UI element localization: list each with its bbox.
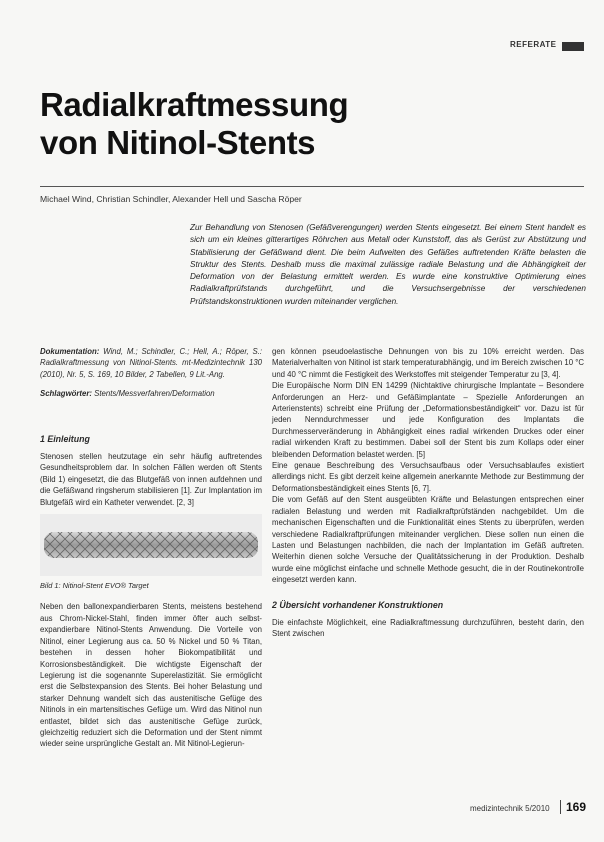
right-paragraph-2: Die Europäische Norm DIN EN 14299 (Nichtaktive chirurgische Implantate – Besondere Anforderungen an Herz- und Gefäßimplantate – Spezielle Anforderungen an Arterienstents) schreibt eine Prüfung der „Deformationsbeständigkeit“ vor. Dazu ist für jeden Nenndurchmesser und jede Konfiguration des Implantats die Durchmesserveränderung in Abhängigkeit eines radial wirkenden Druckes oder einer radial wirkenden Kraft zu bestimmen. Dabei soll der Stent bis zum Kollaps oder einer bleibenden Deformation belastet werden. [5] [272,381,584,459]
right-column [272,346,584,640]
stent-figure [40,514,262,576]
footer-separator [560,800,561,814]
nitinol-paragraph: Neben den ballonexpandierbaren Stents, meistens bestehend aus Chrom-Nickel-Stahl, finden immer öfter auch selbst-expandierbare Nitinol-Stents Anwendung. Die Vorteile von Nitinol, einer Legierung aus ca. 50 % Nickel und 50 % Titan, bestehen in dessen hoher Biokompatibilität und Korrosionsbeständigkeit. Die wichtigste Eigenschaft der Legierung ist die sogenannte Superelastizität. Sie ermöglicht erst die Selbstexpansion des Stents. Bei hoher Belastung und starker Dehnung wandelt sich das austenitische Gefüge des Nitinols in ein martensitisches Gefüge um. Wird das Nitinol nun entlastet, bildet sich das austenitische Gefüge zurück, gleichzeitig reduziert sich die Deformation und der Stent nimmt wieder seine ursprüngliche Gestalt an. Mit Nitinol-Legierun- [40,602,262,749]
header-tag: REFERATE [510,40,557,49]
page-number: 169 [566,800,587,814]
left-column [40,346,262,750]
abstract: Zur Behandlung von Stenosen (Gefäßverengungen) werden Stents eingesetzt. Bei einem Stent handelt es sich um ein kleines gitterartiges Röhrchen aus Metall oder Kunststoff, das als Gerüst zur Abstützung und Stabilisierung der Gefäßwand dient. Die beim Aufweiten des Gefäßes auftretenden Kräfte belasten die Struktur des Stents. Deshalb muss die maximal zulässige radiale Belastung und die Abhängigkeit der Deformation von der Belastung ermittelt werden. Es wurde eine konstruktive Optimierung eines Radialkraftprüfstands durchgeführt, und die Versuchsergebnisse der verschiedenen Prüfstandskonstruktionen wurden miteinander verglichen. [190,223,586,306]
citation-text: Wind, M.; Schindler, C.; Hell, A.; Röper, S.: Radialkraftmessung von Nitinol-Stents. mt-Medizintechnik 130 (2010), Nr. 5, S. 169, 10 Bilder, 2 Tabellen, 9 Lit.-Ang. [40,347,263,379]
section-heading-2: 2 Übersicht vorhandener Konstruktionen [272,599,444,610]
keywords-text: Stents/Messverfahren/Deformation [94,389,215,399]
header-bar [562,42,584,51]
keywords-label: Schlagwörter: [40,389,92,399]
right-paragraph-3: Eine genaue Beschreibung des Versuchsaufbaus oder Versuchsablaufes existiert allerdings nicht. Es gibt derzeit keine allgemein anerkannte Methode zur Bestimmung der Deformationsbeständigkeit eines Stents [6, 7]. [272,461,584,493]
right-paragraph-5: Die einfachste Möglichkeit, eine Radialkraftmessung durchzuführen, besteht darin, den Stent zwischen [272,617,584,639]
authors: Michael Wind, Christian Schindler, Alexander Hell und Sascha Röper [40,194,302,204]
footer-journal: medizintechnik 5/2010 [470,804,550,813]
figure-caption: Bild 1: Nitinol-Stent EVO® Target [40,581,149,591]
article-title: Radialkraftmessung von Nitinol-Stents [40,86,349,161]
keywords [40,388,262,399]
section-heading-1: 1 Einleitung [40,433,90,444]
stent-image [40,514,262,576]
citation-label: Dokumentation: [40,347,100,356]
citation [40,346,262,380]
right-paragraph-1: gen können pseudoelastische Dehnungen von bis zu 10% erreicht werden. Das Materialverhalten von Nitinol ist stark temperaturabhängig, und im Bereich zwischen 10 °C und 40 °C nimmt die Festigkeit des Werkstoffes mit steigender Temperatur zu [3, 4]. [272,347,584,379]
intro-paragraph: Stenosen stellen heutzutage ein sehr häufig auftretendes Gesundheitsproblem dar. In solchen Fällen werden oft Stents (Bild 1) eingesetzt, die das Blutgefäß von innen aufdehnen und die Gefäßwand ringsherum stabilisieren [1]. Zur Implantation im Blutgefäß wird ein Katheter verwendet. [2, 3] [40,452,262,507]
right-paragraph-4: Die vom Gefäß auf den Stent ausgeübten Kräfte und Belastungen entsprechen einer radialen Belastung und werden mit Radialkraftprüfständen nachgebildet. Um die mechanischen Eigenschaften und die Funktionalität eines Stents zu überprüfen, werden verschiedene Radialkraftprüfungen miteinander verglichen. Diese sollen nun einen die Lasten und Belastungen nachbilden, die nach der Implantation im Gefäß auftreten. Weiterhin dienen solche Versuche der Qualitätssicherung in der Produktion. Deshalb wurde eine möglichst einfache und schnelle Methode gesucht, die in der Routinekontrolle eingesetzt werden kann. [272,495,584,585]
authors-rule [40,186,584,187]
